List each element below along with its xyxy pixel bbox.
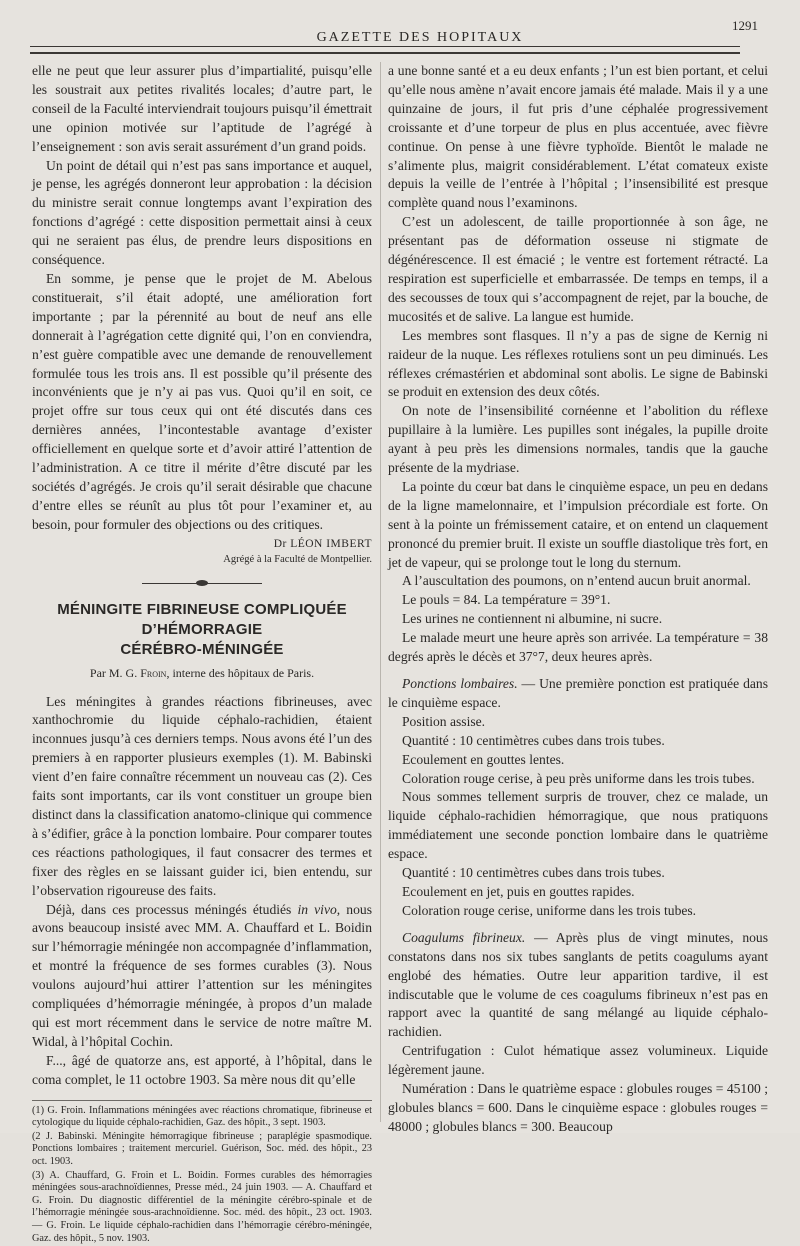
paragraph: On note de l’insensibilité cornéenne et l’abolition du réflexe pupillaire à la lumière. Les pupilles sont inégales, la pupille droite ayant à peu près les dimensions normales, tandis que la gauche présente de la mydriase. xyxy=(388,403,768,476)
article-title-line-1: MÉNINGITE FIBRINEUSE COMPLIQUÉE D’HÉMORRAGIE xyxy=(57,600,347,638)
footnote-2: (2 J. Babinski. Méningite hémorragique fibrineuse ; paraplégie spasmodique. Ponctions lombaires ; traitement mercuriel. Guérison, Soc. méd. des hôpit., 23 oct. 1903. xyxy=(32,1130,372,1167)
paragraph: Ecoulement en jet, puis en gouttes rapides. xyxy=(402,883,635,899)
paragraph: Quantité : 10 centimètres cubes dans trois tubes. xyxy=(402,865,665,881)
article-title xyxy=(32,600,372,660)
footnote-3: (3) A. Chauffard, G. Froin et L. Boidin. Formes curables des hémorragies méningées sous-arachnoïdiennes, Presse méd., 24 juin 1903. — A. Chauffard et G. Froin. Du diagnostic différentiel de la méningite cérébro-spinale et de l’hémorragie méningée sous-arachnoïdienne. Soc. méd. des hôpit., 23 oct. 1903. — G. Froin. Le liquide céphalo-rachidien dans l’hémorragie cérébro-méningée, Gaz. des hôpit., 5 nov. 1903. xyxy=(32,1169,372,1244)
column-separator xyxy=(380,62,381,1122)
paragraph: Coloration rouge cerise, uniforme dans les trois tubes. xyxy=(402,902,697,918)
byline-author: Froin xyxy=(140,665,167,680)
header-rule-thick xyxy=(30,52,740,54)
journal-title: GAZETTE DES HOPITAUX xyxy=(316,30,524,45)
signature-name: Dr LÉON IMBERT xyxy=(273,537,372,550)
text-run: — Une première ponction est pratiquée dans le cinquième espace. xyxy=(388,676,768,710)
paragraph: Centrifugation : Culot hématique assez volumineux. Liquide légèrement jaune. xyxy=(388,1043,768,1078)
paragraph: Les membres sont flasques. Il n’y a pas de signe de Kernig ni raideur de la nuque. Les réflexes rotuliens sont un peu diminués. Les réflexes crémastérien et abdominal sont abolis. Le signe de Babinski se produit en extension des deux côtés. xyxy=(388,327,768,400)
byline xyxy=(32,664,372,683)
section-divider xyxy=(142,583,262,584)
header-rule-thin xyxy=(30,46,740,47)
paragraph: a une bonne santé et a eu deux enfants ; l’un est bien portant, et celui qu’elle nous amène n’avait encore jamais été malade. Mais il y a une quinzaine de jours, il fut pris d’une céphalée progressivement croissante et d’une torpeur de plus en plus accentuée, avec fièvre continue. On pense à une fièvre typhoïde. Bientôt le malade ne s’alimente plus, maigrit considérablement. L’état comateux existe depuis la veille de l’entrée à l’hôpital ; l’insensibilité est presque complète quand nous l’examinons. xyxy=(388,63,768,211)
paragraph: Quantité : 10 centimètres cubes dans trois tubes. xyxy=(402,732,665,748)
left-column xyxy=(32,62,372,1246)
italic-term: in vivo xyxy=(297,901,337,917)
text-run: , nous avons beaucoup insisté avec MM. A. Chauffard et L. Boidin sur l’hémorragie méningée non accompagnée d’inflammation, et montré la fréquence de ses formes curables (3). Nous voulons aujourd’hui attirer l’attention sur les méningites compliquées d’hémorragie méningée, à propos d’un malade qui est mort récemment dans le service de notre maître M. Widal, à l’hôpital Cochin. xyxy=(32,901,372,1049)
paragraph: En somme, je pense que le projet de M. Abelous constituerait, s’il était adopté, une amélioration fort importante ; par la pérennité au bout de neuf ans elle donnerait à l’agrégation cette dignité qui, l’on en conviendra, n’est guère compatible avec une demande de renouvellement formulée tous les trois ans. Il est possible qu’il présente des inconvénients que je n’y ai pas vus. Quoi qu’il en soit, ce projet offre sur tous ceux qui ont été discutés dans ces dernières années, l’incontestable avantage d’exister officiellement en quelque sorte et d’avoir attiré l’attention de l’administration. A ce titre il mérite d’être discuté par les sociétés d’agrégés. Je crois qu’il serait désirable que chacune d’entre elles se réunît au plus tôt pour l’examiner et, au besoin, pour formuler des objections ou des critiques. xyxy=(32,270,372,532)
paragraph: Les méningites à grandes réactions fibrineuses, avec xanthochromie du liquide céphalo-rachidien, étaient inconnues jusqu’à ces derniers temps. Nous avons été l’un des premiers à en rapporter plusieurs exemples (1). M. Babinski vient d’en faire connaître récemment un nouveau cas (2). Ces faits sont importants, car ils vont constituer un groupe bien distinct dans la classification anatomo-clinique qui commence à s’édifier, grâce à la ponction lombaire. Pour comparer toutes ces réactions pathologiques, il faut consacrer des termes et fixer des règles en se laissant guider ici, bien entendu, sur l’observation rigoureuse des faits. xyxy=(32,693,372,898)
signature-affiliation: Agrégé à la Faculté de Montpellier. xyxy=(223,553,372,565)
right-column xyxy=(388,62,768,1137)
paragraph: La pointe du cœur bat dans le cinquième espace, un peu en dedans de la ligne mamelonnaire, et l’impulsion précordiale est forte. On sent à la pointe un frémissement cataire, et on entend un claquement prononcé du premier bruit. Il existe un souffle diastolique très fort, en jet de vapeur, qui se prolonge tout le long du sternum. xyxy=(388,478,768,570)
byline-prefix: Par M. G. xyxy=(89,665,138,680)
paragraph: Numération : Dans le quatrième espace : globules rouges = 45100 ; globules blancs = 600. Dans le cinquième espace : globules rouges = 48000 ; globules blancs = 300. Beaucoup xyxy=(388,1081,768,1134)
text-run: Déjà, dans ces processus méningés étudiés xyxy=(46,901,298,917)
footnotes xyxy=(32,1100,372,1246)
byline-suffix: , interne des hôpitaux de Paris. xyxy=(166,665,315,680)
paragraph: Les urines ne contiennent ni albumine, ni sucre. xyxy=(402,611,663,627)
article-title-line-2: CÉRÉBRO-MÉNINGÉE xyxy=(120,640,284,658)
text-run: — Après plus de vingt minutes, nous constatons dans nos six tubes sanglants de petits coagulums ayant englobé des hématies. Outre leur apparition tardive, il est indiscutable que le volume de ces coagulums fibrineux n’est pas en rapport avec la quantité de sang mélangé au liquide céphalo-rachidien. xyxy=(388,929,769,1040)
page-number: 1291 xyxy=(732,18,758,33)
footnote-1: (1) G. Froin. Inflammations méningées avec réactions chromatique, fibrineuse et cytologique du liquide céphalo-rachidien, Gaz. des hôpit., 3 sept. 1903. xyxy=(32,1104,372,1129)
paragraph: Le malade meurt une heure après son arrivée. La température = 38 degrés après le décès et 37°7, deux heures après. xyxy=(388,630,768,665)
paragraph: elle ne peut que leur assurer plus d’impartialité, puisqu’elle les soustrait aux petites rivalités locales; d’autre part, le conseil de la Faculté interviendrait toujours puisqu’il émettrait une opinion motivée sur l’aptitude de l’agrégé à l’enseignement : son avis serait assurément d’un grand poids. xyxy=(32,63,372,154)
paragraph xyxy=(388,675,768,713)
paragraph: Nous sommes tellement surpris de trouver, chez ce malade, un liquide céphalo-rachidien hémorragique, que nous pratiquons immédiatement une seconde ponction lombaire dans le quatrième espace. xyxy=(388,789,768,862)
paragraph xyxy=(32,901,372,1052)
section-heading: Ponctions lombaires. xyxy=(402,676,518,691)
paragraph: A l’auscultation des poumons, on n’entend aucun bruit anormal. xyxy=(402,573,751,589)
paragraph: Coloration rouge cerise, à peu près uniforme dans les trois tubes. xyxy=(402,770,755,786)
paragraph: Un point de détail qui n’est pas sans importance et auquel, je pense, les agrégés donneront leur approbation : la décision du ministre serait connue longtemps avant l’expiration des fonctions d’agrégé : cette disposition permettait ainsi à ceux qui ne seraient pas élus, de prendre leurs dispositions en conséquence. xyxy=(32,157,372,268)
paragraph: Position assise. xyxy=(402,713,486,729)
paragraph: F..., âgé de quatorze ans, est apporté, à l’hôpital, dans le coma complet, le 11 octobre 1903. Sa mère nous dit qu’elle xyxy=(32,1052,372,1087)
paragraph xyxy=(388,929,768,1042)
paragraph: Le pouls = 84. La température = 39°1. xyxy=(402,592,611,608)
paragraph: C’est un adolescent, de taille proportionnée à son âge, ne présentant pas de déformation osseuse ni stigmate de dégénérescence. Il est émacié ; le ventre est fortement rétracté. La respiration est superficielle et embarrassée. De temps en temps, il a des secousses de toux qui s’accompagnent de rejet, par la bouche, de mucosités et de salive. La langue est humide. xyxy=(388,214,768,324)
paragraph: Ecoulement en gouttes lentes. xyxy=(402,751,565,767)
section-heading: Coagulums fibrineux. xyxy=(402,929,526,945)
signature-block xyxy=(32,537,372,567)
